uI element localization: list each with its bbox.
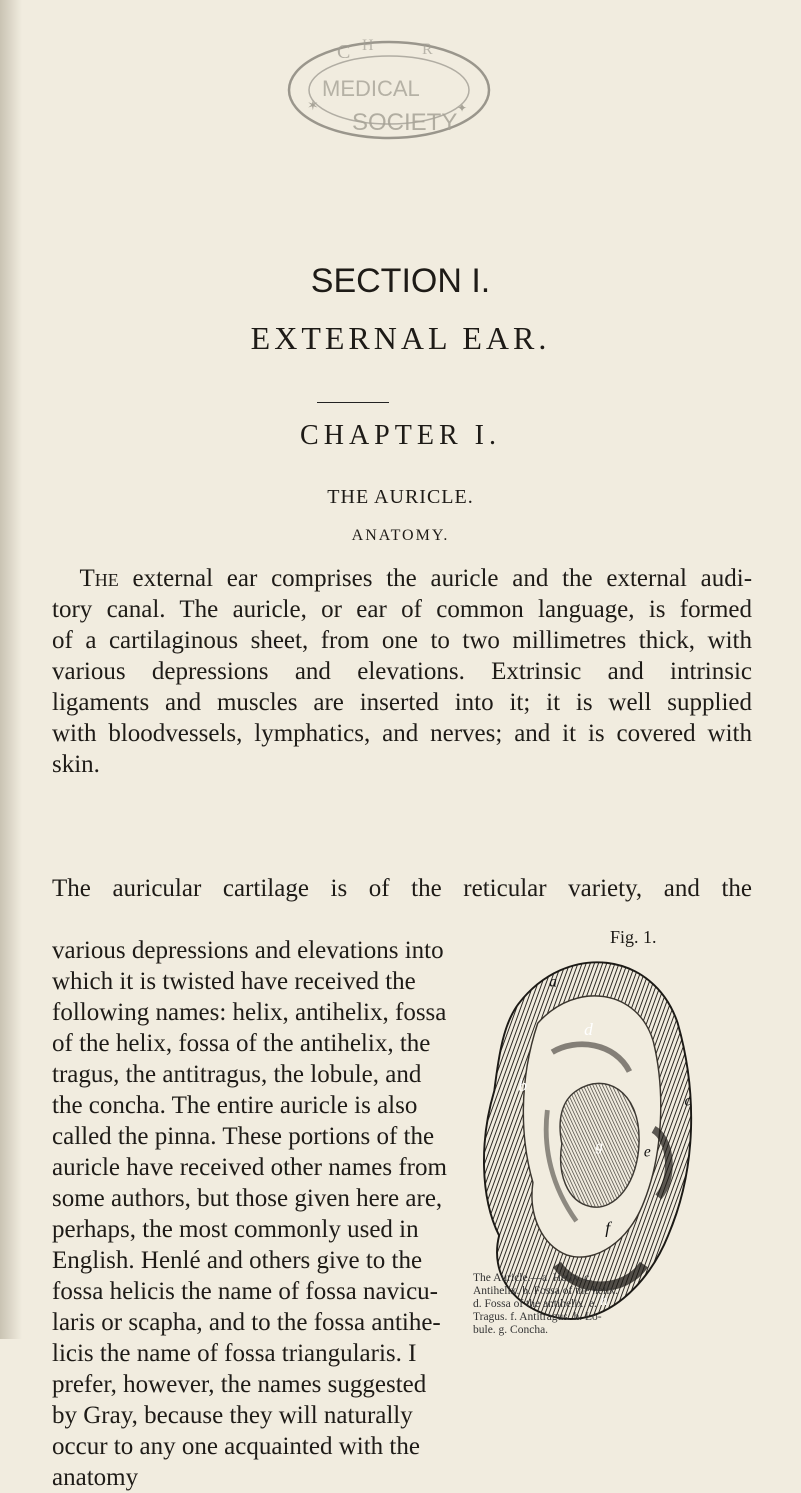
figure-letter-b: b bbox=[518, 1075, 528, 1095]
paragraph-2-line: of the helix, fossa of the antihelix, the bbox=[52, 1030, 431, 1057]
paragraph-1-line: with bloodvessels, lymphatics, and nerves; and it is covered with bbox=[52, 720, 752, 747]
svg-text:C: C bbox=[337, 41, 351, 63]
part-title: EXTERNAL EAR. bbox=[250, 320, 551, 356]
paragraph-2-line: tragus, the antitragus, the lobule, and bbox=[52, 1061, 422, 1088]
svg-text:R: R bbox=[422, 41, 433, 58]
divider-rule bbox=[317, 402, 389, 403]
paragraph-1-line: ligaments and muscles are inserted into it; it is well supplied bbox=[52, 689, 752, 716]
paragraph-2-line: called the pinna. These portions of the bbox=[52, 1123, 435, 1150]
paragraph-lead-word: The bbox=[79, 565, 119, 592]
figure-letter-a: a bbox=[549, 973, 558, 991]
svg-text:SOCIETY: SOCIETY bbox=[352, 109, 458, 136]
paragraph-1-line: tory canal. The auricle, or ear of common language, is formed bbox=[52, 596, 752, 623]
figure-letter-g: g bbox=[595, 1138, 603, 1155]
figure-letter-f: f bbox=[605, 1218, 611, 1238]
paragraph-2-line: fossa helicis the name of fossa navicu- bbox=[52, 1278, 438, 1305]
paragraph-2-column bbox=[52, 935, 447, 1493]
paragraph-2-line: laris or scapha, and to the fossa antihe- bbox=[52, 1309, 441, 1336]
paragraph-2-line: following names: helix, antihelix, fossa bbox=[52, 999, 447, 1026]
page-edge-shadow bbox=[0, 0, 22, 1339]
paragraph-1-line: various depressions and elevations. Extrinsic and intrinsic bbox=[52, 658, 752, 685]
chapter-subject: THE AURICLE. bbox=[327, 486, 474, 508]
figure-letter-d: d bbox=[584, 1019, 593, 1039]
library-stamp-seal bbox=[282, 38, 497, 143]
caption-line: Antihelix. b. Fossa of the helix. bbox=[473, 1285, 619, 1297]
paragraph-2-line: some authors, but those given here are, bbox=[52, 1185, 443, 1212]
figure-letter-e: e bbox=[643, 1143, 651, 1161]
paragraph-2-line: which it is twisted have received the bbox=[52, 968, 416, 995]
paragraph-1 bbox=[52, 563, 752, 780]
paragraph-2-line: various depressions and elevations into bbox=[52, 937, 444, 964]
paragraph-2-line: perhaps, the most commonly used in bbox=[52, 1216, 419, 1243]
figure-letter-c: c bbox=[684, 1092, 692, 1110]
section-heading: SECTION I. bbox=[310, 262, 491, 300]
chapter-heading: CHAPTER I. bbox=[300, 420, 501, 451]
svg-text:✶: ✶ bbox=[307, 98, 319, 114]
paragraph-2-line: English. Henlé and others give to the bbox=[52, 1247, 423, 1274]
figure-letter-h: h bbox=[600, 1293, 608, 1310]
paragraph-2-first-line: The auricular cartilage is of the reticular variety, and the bbox=[52, 875, 752, 902]
paragraph-1-line: The external ear comprises the auricle and the external audi- bbox=[79, 565, 753, 592]
svg-text:MEDICAL: MEDICAL bbox=[322, 76, 420, 101]
paragraph-1-line: of a cartilaginous sheet, from one to two millimetres thick, with bbox=[52, 627, 752, 654]
svg-text:✦: ✦ bbox=[457, 101, 468, 115]
subsection-heading: ANATOMY. bbox=[351, 527, 450, 544]
paragraph-2-line: Gray, because they will naturally occur bbox=[52, 1402, 413, 1460]
caption-line: The Auricle.—a. Helix. c. bbox=[473, 1272, 593, 1284]
paragraph-2-line: licis the name of fossa triangularis. I bbox=[52, 1340, 417, 1367]
caption-line: d. Fossa of the antihelix. e. bbox=[473, 1298, 597, 1310]
figure-label: Fig. 1. bbox=[610, 927, 657, 947]
paragraph-2-line: to any one acquainted with the anatomy bbox=[52, 1433, 420, 1491]
svg-text:H: H bbox=[362, 38, 374, 54]
figure-caption: The Auricle.—a. Helix. c. Antihelix. b. Fossa of the helix. d. Fossa of the antihelix. e. Tragus. f. Antitragus. h. Lo- bule. g. Concha. bbox=[473, 1272, 737, 1337]
paragraph-2-line: prefer, however, the names suggested by bbox=[52, 1371, 427, 1429]
paragraph-2-line: the concha. The entire auricle is also bbox=[52, 1092, 418, 1119]
paragraph-2-line: auricle have received other names from bbox=[52, 1154, 447, 1181]
paragraph-1-line: skin. bbox=[52, 751, 100, 778]
